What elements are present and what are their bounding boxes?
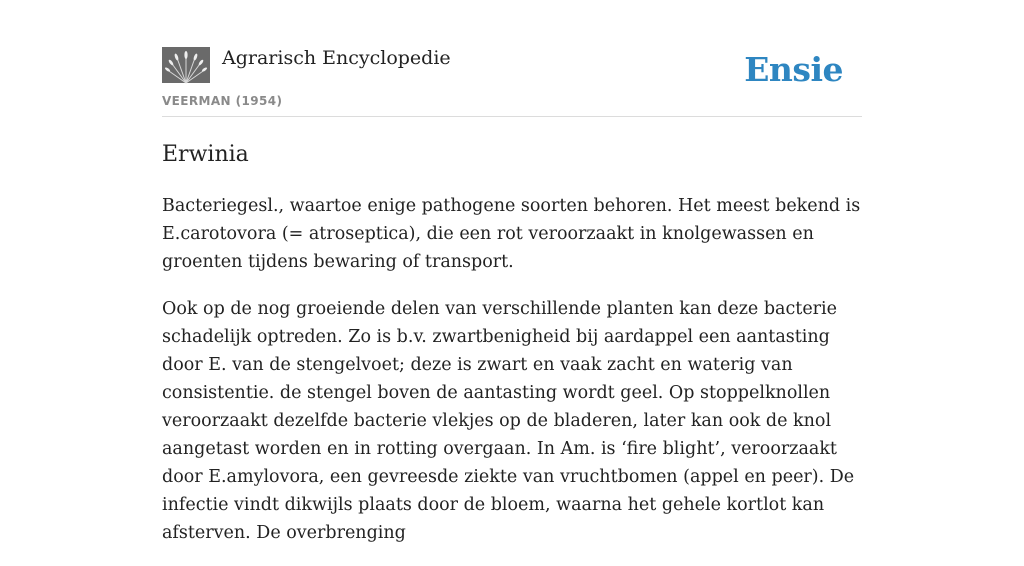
encyclopedia-logo[interactable] (162, 47, 210, 83)
paragraph: Bacteriegesl., waartoe enige pathogene soorten behoren. Het meest bekend is E.carotovora (= atroseptica), die een rot veroorzaakt in knolgewassen en groenten tijdens bewaring of transport. (162, 196, 861, 272)
encyclopedia-title[interactable]: Agrarisch Encyclopedie (222, 47, 451, 69)
brand-logo[interactable]: Ensie (744, 50, 843, 89)
author-year: VEERMAN (1954) (162, 94, 283, 108)
wheat-icon (162, 47, 210, 83)
paragraph: Ook op de nog groeiende delen van verschillende planten kan deze bacterie schadelijk optreden. Zo is b.v. zwartbenigheid bij aardappel een aantasting door E. van de stengelvoet; deze is zwart en vaak zacht en waterig van consistentie. de stengel boven de aantasting wordt geel. Op stoppelknollen veroorzaakt dezelfde bacterie vlekjes op de bladeren, later kan ook de knol aangetast worden en in rotting overgaan. In Am. is ‘fire blight’, veroorzaakt door E.amylovora, een gevreesde ziekte van vruchtbomen (appel en peer). De infectie vindt dikwijls plaats door de bloem, waarna het gehele kortlot kan afsterven. De overbrenging (162, 299, 855, 543)
header (162, 46, 862, 117)
article-title: Erwinia (162, 142, 249, 167)
article-body (162, 192, 874, 566)
